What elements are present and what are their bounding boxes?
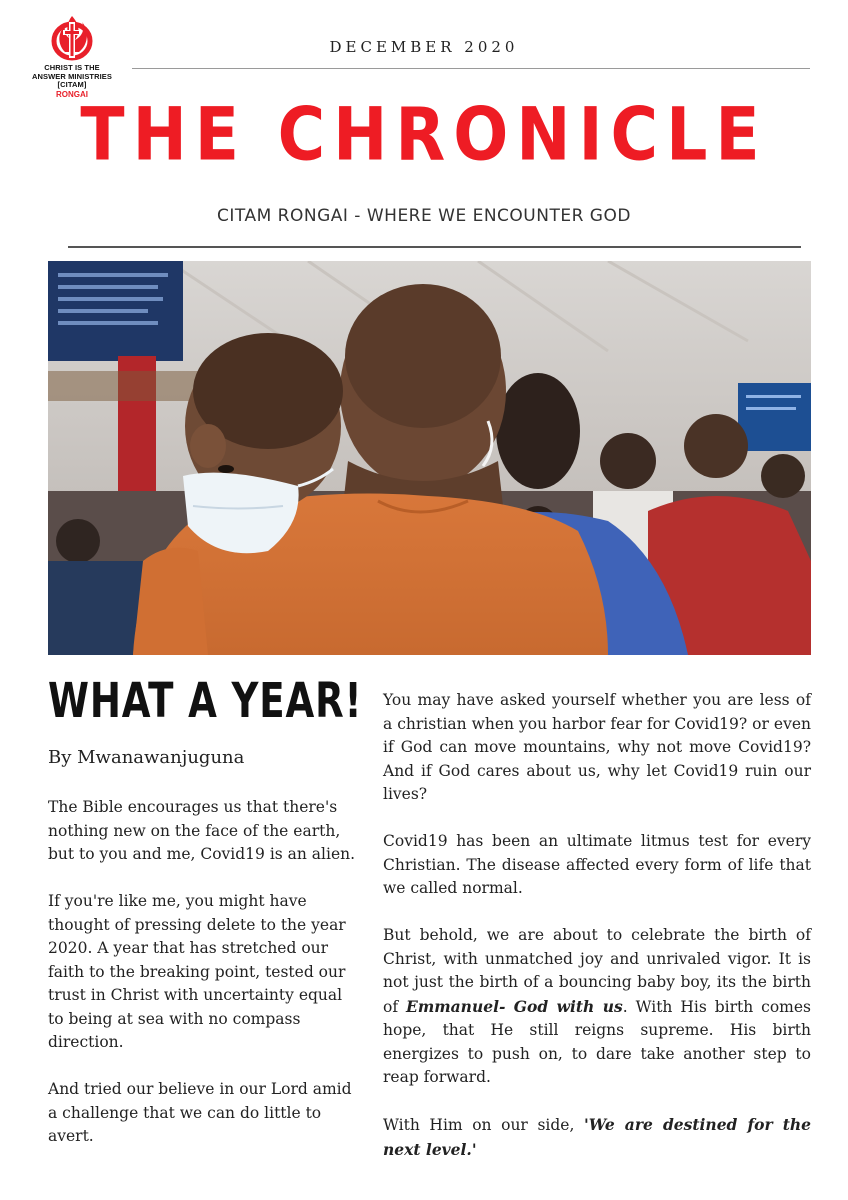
paragraph-text: With Him on our side, [383,1116,584,1134]
paragraph-text: . With His birth comes hope, that He still reigns supreme. His birth energizes to push on, to dare take another step to reap forward. [383,997,811,1086]
paragraph: You may have asked yourself whether you are less of a christian when you harbor fear for Covid19? or even if God can move mountains, why not move Covid19? And if God cares about us, why let Covid19 ruin our lives? [383,691,811,803]
article-byline: By Mwanawanjuguna [48,747,245,768]
logo-text-line-1: CHRIST IS THE [44,63,100,72]
logo-text-rongai: RONGAI [56,89,88,99]
article-headline: WHAT A YEAR! [48,673,363,729]
header-divider [68,246,801,248]
emphasis-closing-quote: 'We are destined for the next level.' [383,1115,811,1159]
emphasis-emmanuel: Emmanuel- God with us [406,996,623,1016]
logo-text-line-2: ANSWER MINISTRIES [31,71,113,81]
article-column-left [48,796,360,1172]
article-column-right [383,689,811,1186]
newsletter-title: THE CHRONICLE [80,91,768,177]
tagline: CITAM RONGAI - WHERE WE ENCOUNTER GOD [217,206,631,226]
paragraph: Covid19 has been an ultimate litmus test for every Christian. The disease affected every form of life that we called normal. [383,832,811,897]
paragraph: If you're like me, you might have thought of pressing delete to the year 2020. A year that has stretched our faith to the breaking point, tested our trust in Christ with uncertainty equal to being at sea with no compass direction. [48,892,346,1051]
hero-photo [48,261,811,655]
paragraph [383,924,811,1090]
church-congregation-photo-icon [48,261,811,655]
paragraph: And tried our believe in our Lord amid a challenge that we can do little to avert. [48,1080,352,1145]
top-divider [132,68,810,69]
paragraph [383,1113,811,1162]
issue-date: DECEMBER 2020 [329,38,519,56]
paragraph-text: But behold, we are about to celebrate the birth of Christ, with unmatched joy and unrivaled vigor. It is not just the birth of a bouncing baby boy, its the birth of [383,926,811,1016]
paragraph: The Bible encourages us that there's nothing new on the face of the earth, but to you and me, Covid19 is an alien. [48,798,356,863]
logo-text-line-3: [CITAM] [57,80,87,89]
